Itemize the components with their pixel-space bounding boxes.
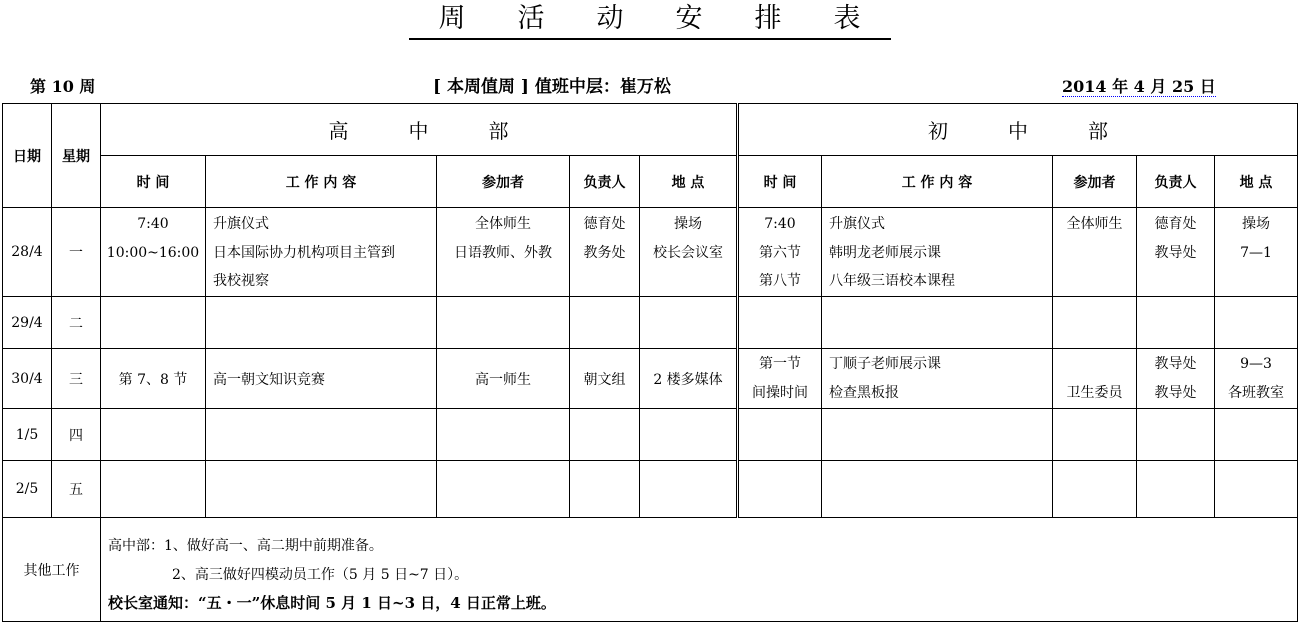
table-row	[3, 461, 1298, 518]
date-label	[1062, 74, 1216, 97]
hs-time: 第 7、8 节	[101, 349, 206, 409]
hs-content: 升旗仪式 日本国际协力机构项目主管到 我校视察	[206, 208, 437, 297]
jh-content: 升旗仪式 韩明龙老师展示课 八年级三语校本课程	[822, 208, 1053, 297]
jh-owner: 教导处 教导处	[1137, 349, 1215, 409]
row-date: 1/5	[3, 409, 52, 461]
week-label: 第 10 周	[30, 77, 96, 96]
jh-participants: 卫生委员	[1053, 349, 1137, 409]
hs-participants: 高一师生	[437, 349, 570, 409]
title-char: 动	[596, 3, 624, 34]
jh-header-time: 时 间	[738, 156, 822, 208]
duty-label: [ 本周值周 ] 值班中层：崔万松	[433, 77, 671, 97]
row-weekday: 二	[52, 297, 101, 349]
jh-owner: 德育处 教导处	[1137, 208, 1215, 297]
header-junior-school: 初 中 部	[738, 104, 1298, 156]
row-date: 29/4	[3, 297, 52, 349]
table-row	[3, 208, 1298, 297]
hs-header-time: 时 间	[101, 156, 206, 208]
hs-location: 操场 校长会议室	[640, 208, 738, 297]
hs-header-owner: 负责人	[570, 156, 640, 208]
row-date: 28/4	[3, 208, 52, 297]
jh-header-location: 地 点	[1215, 156, 1298, 208]
title-char: 表	[833, 3, 861, 34]
hs-header-participants: 参加者	[437, 156, 570, 208]
jh-location: 操场 7—1	[1215, 208, 1298, 297]
row-weekday: 三	[52, 349, 101, 409]
table-row	[3, 297, 1298, 349]
page-title	[0, 2, 1299, 42]
title-char: 活	[517, 3, 545, 34]
hs-time: 7:40 10:00~16:00	[101, 208, 206, 297]
jh-header-content: 工 作 内 容	[822, 156, 1053, 208]
other-line-3: 校长室通知：“五・一”休息时间 5 月 1 日~3 日，4 日正常上班。	[108, 594, 556, 612]
hs-header-location: 地 点	[640, 156, 738, 208]
title-char: 周	[438, 3, 466, 34]
row-weekday: 四	[52, 409, 101, 461]
row-weekday: 五	[52, 461, 101, 518]
row-date: 30/4	[3, 349, 52, 409]
schedule-table	[2, 103, 1298, 622]
row-weekday: 一	[52, 208, 101, 297]
row-date: 2/5	[3, 461, 52, 518]
other-work-row	[3, 518, 1298, 622]
title-char: 排	[754, 3, 782, 34]
jh-header-owner: 负责人	[1137, 156, 1215, 208]
header-high-school: 高 中 部	[101, 104, 738, 156]
jh-location: 9—3 各班教室	[1215, 349, 1298, 409]
title-char: 安	[675, 3, 703, 34]
jh-time: 7:40 第六节 第八节	[738, 208, 822, 297]
hs-owner: 德育处 教务处	[570, 208, 640, 297]
jh-participants: 全体师生	[1053, 208, 1137, 297]
table-row	[3, 409, 1298, 461]
hs-header-content: 工 作 内 容	[206, 156, 437, 208]
other-line-1: 高中部：1、做好高一、高二期中前期准备。	[108, 538, 383, 554]
header-date: 日期	[3, 104, 52, 208]
hs-owner: 朝文组	[570, 349, 640, 409]
header-weekday: 星期	[52, 104, 101, 208]
jh-header-participants: 参加者	[1053, 156, 1137, 208]
hs-participants: 全体师生 日语教师、外教	[437, 208, 570, 297]
jh-content: 丁顺子老师展示课 检查黑板报	[822, 349, 1053, 409]
hs-location: 2 楼多媒体	[640, 349, 738, 409]
date-text: 2014 年 4 月 25 日	[1062, 77, 1216, 96]
hs-content: 高一朝文知识竞赛	[206, 349, 437, 409]
jh-time: 第一节 间操时间	[738, 349, 822, 409]
other-line-2: 2、高三做好四模动员工作（5 月 5 日~7 日）。	[172, 566, 469, 583]
other-work-content	[101, 518, 1298, 622]
other-work-label: 其他工作	[3, 518, 101, 622]
table-row	[3, 349, 1298, 409]
